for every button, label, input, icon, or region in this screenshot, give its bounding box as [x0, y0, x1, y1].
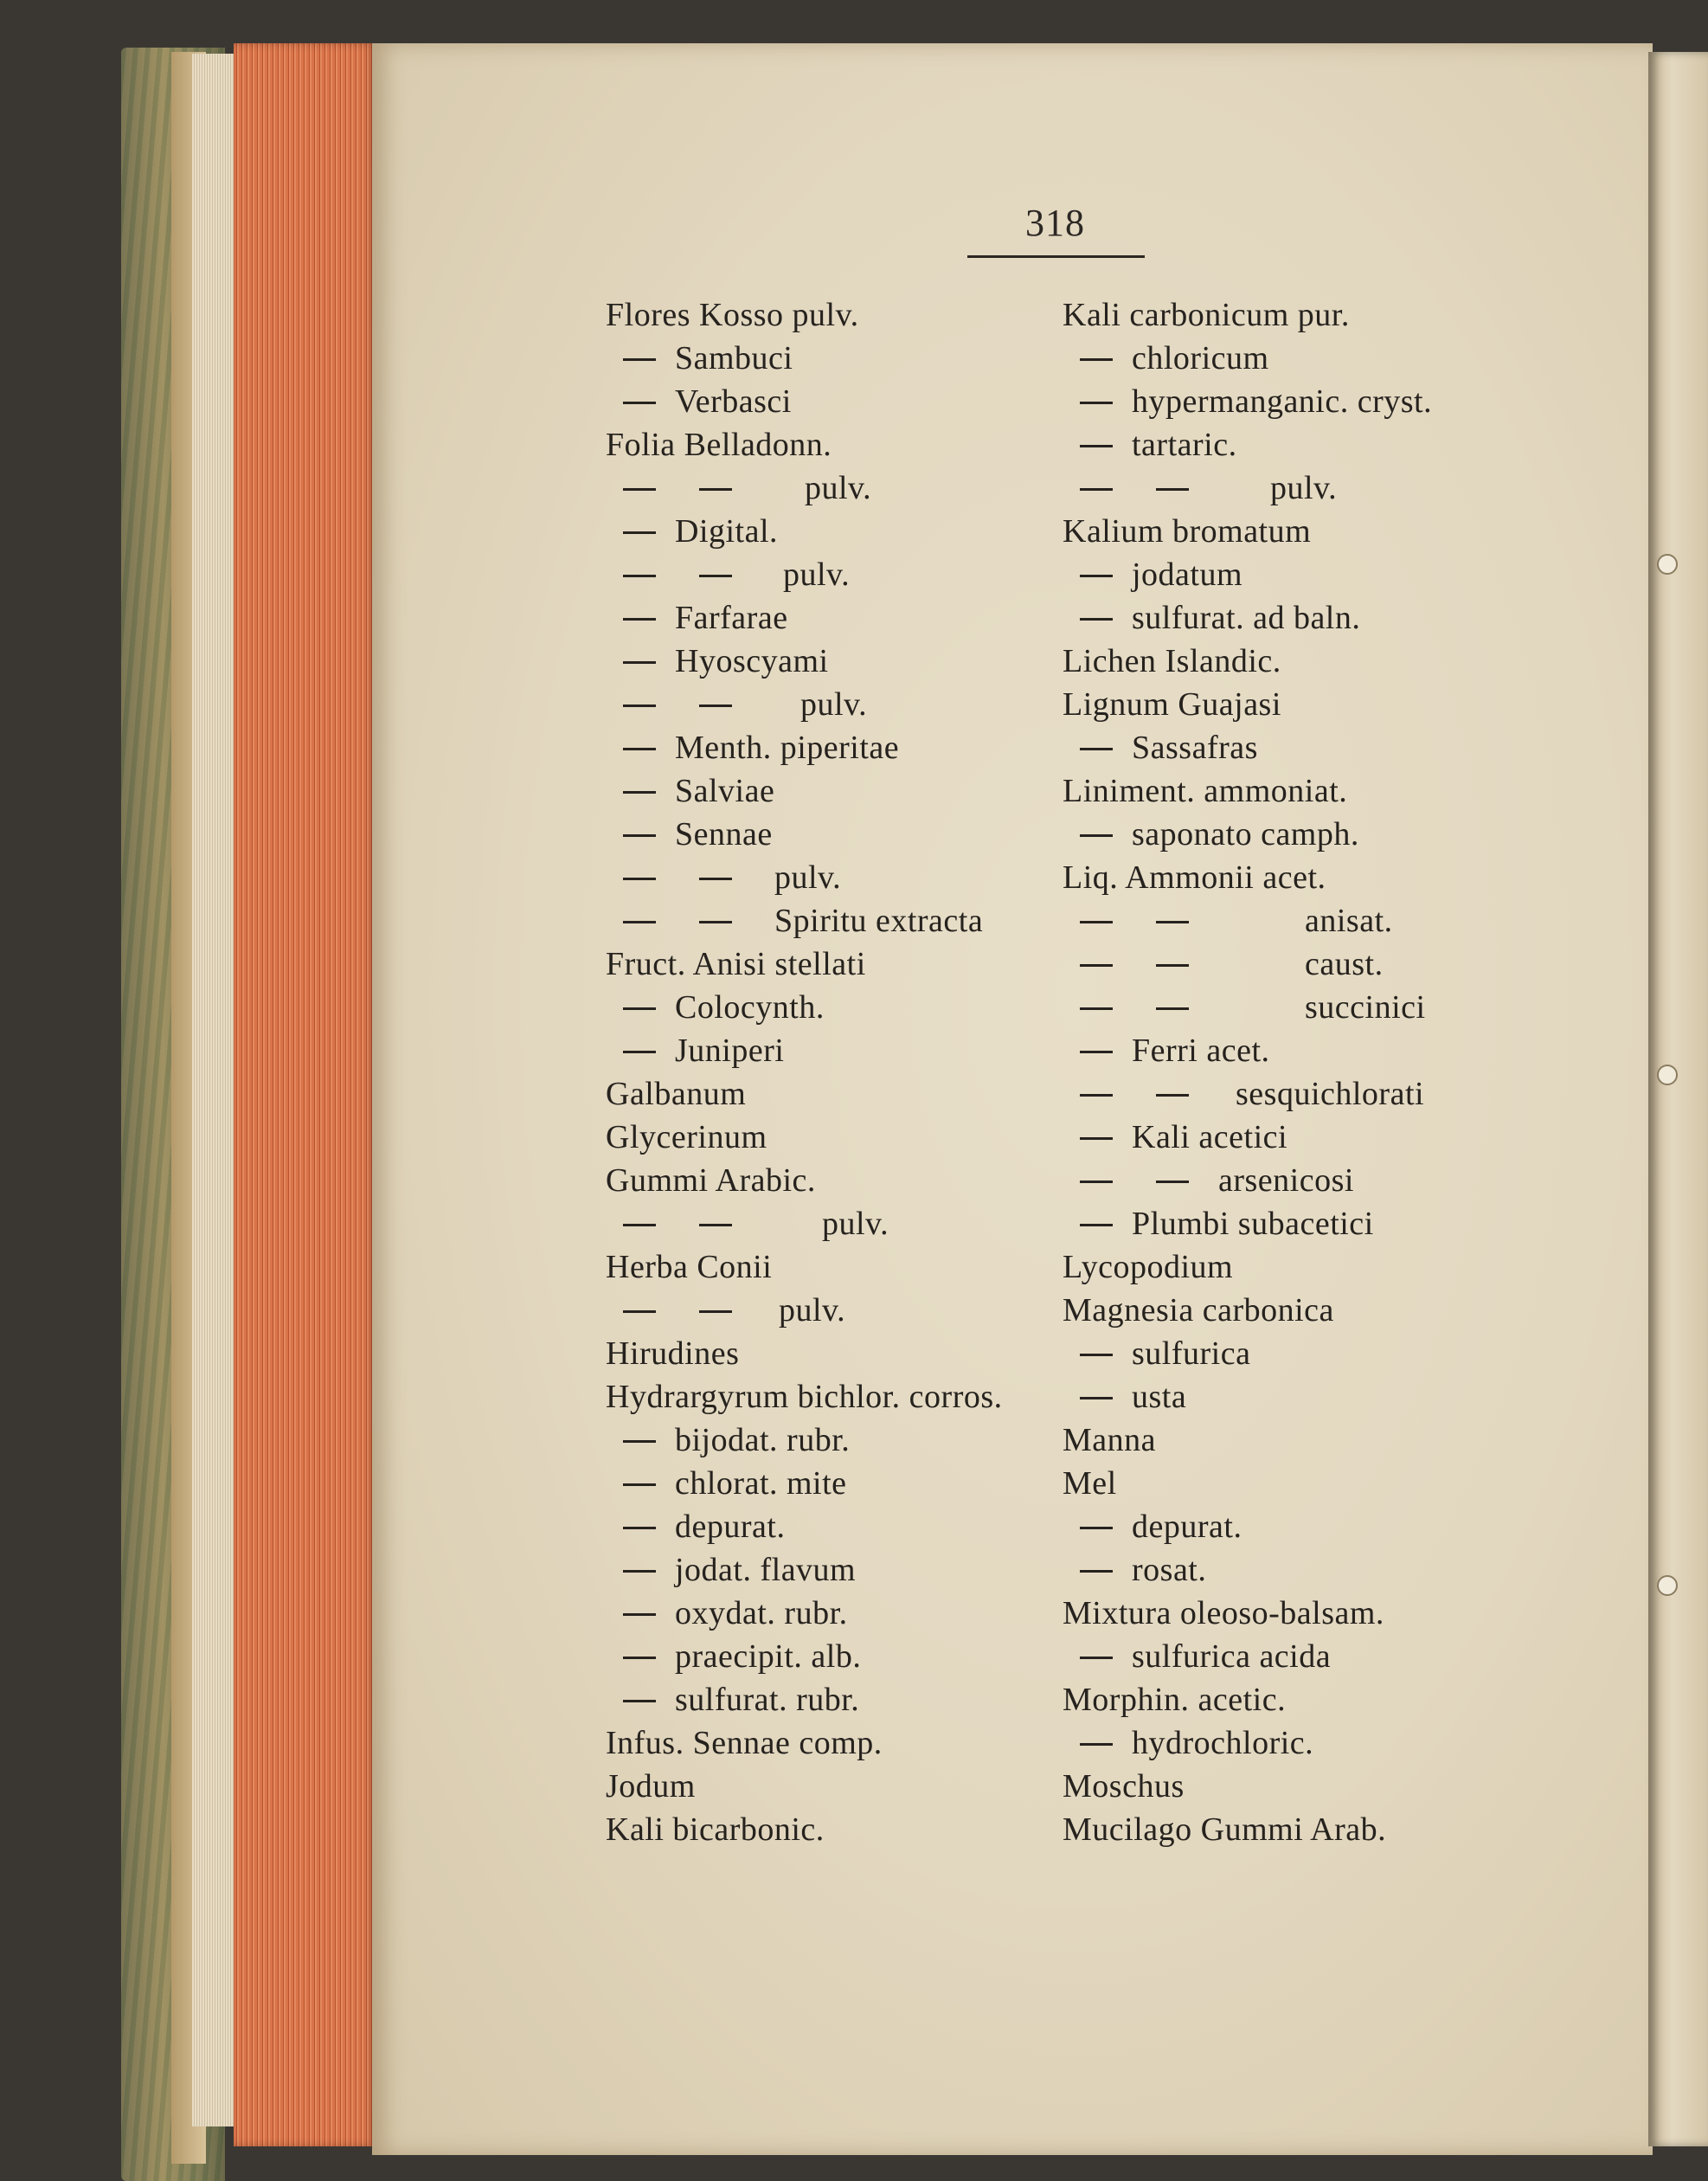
entry-text: Liq. Ammonii acet.	[1063, 859, 1326, 896]
entry-text: pulv.	[805, 470, 872, 506]
entry-text: Mel	[1063, 1465, 1117, 1502]
book-page	[372, 43, 1653, 2155]
index-entry	[606, 1251, 772, 1284]
index-entry	[1063, 1251, 1233, 1284]
ditto-dash	[1080, 964, 1113, 967]
ditto-dash	[623, 878, 656, 880]
ditto-dash	[1156, 964, 1189, 967]
index-entry	[623, 904, 983, 937]
entry-text: Moschus	[1063, 1768, 1185, 1805]
entry-text: pulv.	[779, 1292, 846, 1329]
ditto-dash	[1080, 488, 1113, 491]
index-entry	[623, 1207, 889, 1240]
entry-text: Kali acetici	[1132, 1119, 1288, 1155]
index-entry	[623, 818, 773, 851]
index-entry	[1080, 342, 1269, 375]
ditto-dash	[1080, 575, 1113, 577]
stitch-mark	[1657, 1575, 1678, 1596]
ditto-dash	[1080, 748, 1113, 750]
ditto-dash	[1156, 1007, 1189, 1010]
page-edges-red	[234, 43, 376, 2146]
entry-text: Folia Belladonn.	[606, 427, 832, 463]
index-entry	[1063, 861, 1326, 894]
ditto-dash	[1080, 921, 1113, 923]
entry-text: succinici	[1305, 989, 1426, 1026]
entry-text: Manna	[1063, 1422, 1157, 1458]
entry-text: tartaric.	[1132, 427, 1237, 463]
index-entry	[623, 1294, 845, 1327]
page-edges-plain	[192, 54, 237, 2126]
binding-stitches	[1648, 0, 1708, 2181]
ditto-dash	[623, 834, 656, 837]
entry-text: Farfarae	[675, 600, 788, 636]
ditto-dash	[623, 1440, 656, 1443]
entry-text: pulv.	[1270, 470, 1338, 506]
ditto-dash	[623, 704, 656, 707]
ditto-dash	[1080, 1094, 1113, 1097]
ditto-dash	[1080, 445, 1113, 447]
index-entry	[606, 1770, 696, 1803]
index-entry	[623, 775, 774, 807]
ditto-dash	[1080, 1570, 1113, 1573]
ditto-dash	[623, 488, 656, 491]
entry-text: Menth. piperitae	[675, 730, 900, 766]
ditto-dash	[1080, 1051, 1113, 1053]
entry-text: Plumbi subacetici	[1132, 1206, 1374, 1242]
index-entry	[623, 558, 850, 591]
index-entry	[1080, 1121, 1287, 1154]
ditto-dash	[699, 921, 732, 923]
index-entry	[1080, 428, 1237, 461]
entry-text: jodatum	[1132, 557, 1243, 593]
index-entry	[606, 299, 859, 331]
ditto-dash	[699, 1310, 732, 1313]
index-entry	[623, 1640, 861, 1673]
ditto-dash	[623, 1007, 656, 1010]
entry-text: Sassafras	[1132, 730, 1258, 766]
entry-text: depurat.	[1132, 1509, 1242, 1545]
entry-text: Spiritu extracta	[774, 903, 984, 939]
entry-text: Kali bicarbonic.	[606, 1811, 825, 1848]
index-entry	[623, 991, 825, 1024]
index-entry	[623, 515, 778, 548]
entry-text: Infus. Sennae comp.	[606, 1725, 883, 1761]
ditto-dash	[623, 921, 656, 923]
entry-text: Hydrargyrum bichlor. corros.	[606, 1379, 1003, 1415]
index-entry	[1080, 1078, 1424, 1110]
index-entry	[623, 385, 792, 418]
index-entry	[1063, 299, 1350, 331]
ditto-dash	[623, 1657, 656, 1659]
index-entry	[1063, 1770, 1185, 1803]
ditto-dash	[1080, 1657, 1113, 1659]
index-entry	[1080, 1554, 1206, 1586]
entry-text: hydrochloric.	[1132, 1725, 1314, 1761]
entry-text: jodat. flavum	[675, 1552, 857, 1588]
stitch-mark	[1657, 554, 1678, 575]
entry-text: Fruct. Anisi stellati	[606, 946, 866, 982]
entry-text: Salviae	[675, 773, 775, 809]
index-entry	[1080, 991, 1426, 1024]
index-entry	[1080, 1164, 1354, 1197]
ditto-dash	[1080, 1354, 1113, 1356]
index-entry	[1080, 904, 1393, 937]
index-entry	[1063, 515, 1311, 548]
index-entry	[606, 1164, 816, 1197]
index-entry	[1063, 1294, 1334, 1327]
index-entry	[1080, 1034, 1270, 1067]
ditto-dash	[1080, 1397, 1113, 1399]
entry-text: Glycerinum	[606, 1119, 767, 1155]
index-entry	[606, 1813, 825, 1846]
entry-text: Hirudines	[606, 1335, 740, 1372]
ditto-dash	[1080, 1007, 1113, 1010]
index-entry	[623, 1467, 847, 1500]
page-number: 318	[1025, 202, 1085, 244]
ditto-dash	[1156, 1181, 1189, 1183]
entry-text: Colocynth.	[675, 989, 825, 1026]
entry-text: Jodum	[606, 1768, 696, 1805]
index-entry	[1063, 1597, 1384, 1630]
index-entry	[623, 602, 788, 634]
index-entry	[606, 1727, 883, 1760]
index-entry	[606, 428, 832, 461]
index-entry	[623, 688, 867, 721]
ditto-dash	[699, 488, 732, 491]
index-entry	[1063, 688, 1281, 721]
entry-text: pulv.	[774, 859, 842, 896]
ditto-dash	[699, 878, 732, 880]
entry-text: chlorat. mite	[675, 1465, 847, 1502]
entry-text: Kali carbonicum pur.	[1063, 297, 1350, 333]
ditto-dash	[1080, 1137, 1113, 1140]
ditto-dash	[1080, 1743, 1113, 1746]
index-entry	[1063, 1467, 1117, 1500]
ditto-dash	[623, 575, 656, 577]
index-entry	[623, 472, 871, 505]
ditto-dash	[1156, 1094, 1189, 1097]
ditto-dash	[623, 748, 656, 750]
index-entry	[623, 1424, 850, 1457]
entry-text: chloricum	[1132, 340, 1269, 376]
ditto-dash	[623, 1051, 656, 1053]
entry-text: Juniperi	[675, 1033, 785, 1069]
index-entry	[1080, 385, 1432, 418]
index-entry	[1080, 731, 1258, 764]
index-entry	[1080, 948, 1384, 981]
index-entry	[1063, 645, 1281, 678]
ditto-dash	[1080, 1181, 1113, 1183]
index-entry	[1080, 472, 1337, 505]
index-entry	[1080, 1380, 1186, 1413]
ditto-dash	[699, 1224, 732, 1226]
entry-text: anisat.	[1305, 903, 1393, 939]
index-entry	[1063, 1683, 1286, 1716]
ditto-dash	[623, 1527, 656, 1529]
ditto-dash	[1080, 1224, 1113, 1226]
ditto-dash	[623, 402, 656, 404]
ditto-dash	[699, 575, 732, 577]
entry-text: pulv.	[800, 686, 868, 723]
ditto-dash	[1156, 488, 1189, 491]
ditto-dash	[1080, 1527, 1113, 1529]
entry-text: Kalium bromatum	[1063, 513, 1312, 550]
ditto-dash	[1080, 402, 1113, 404]
ditto-dash	[623, 1613, 656, 1616]
ditto-dash	[623, 1224, 656, 1226]
entry-text: hypermanganic. cryst.	[1132, 383, 1433, 420]
entry-text: Mucilago Gummi Arab.	[1063, 1811, 1387, 1848]
index-entry	[1080, 818, 1359, 851]
entry-text: Digital.	[675, 513, 779, 550]
entry-text: Hyoscyami	[675, 643, 829, 679]
ditto-dash	[623, 1483, 656, 1486]
ditto-dash	[623, 1700, 656, 1702]
ditto-dash	[699, 704, 732, 707]
index-entry	[1063, 1813, 1386, 1846]
entry-text: Mixtura oleoso-balsam.	[1063, 1595, 1384, 1631]
entry-text: caust.	[1305, 946, 1384, 982]
index-entry	[606, 1121, 767, 1154]
entry-text: Sennae	[675, 816, 773, 852]
entry-text: bijodat. rubr.	[675, 1422, 851, 1458]
index-entry	[1080, 558, 1242, 591]
entry-text: Galbanum	[606, 1076, 747, 1112]
entry-text: Flores Kosso pulv.	[606, 297, 859, 333]
index-entry	[623, 1510, 785, 1543]
entry-text: sulfurat. ad baln.	[1132, 600, 1361, 636]
entry-text: Lignum Guajasi	[1063, 686, 1281, 723]
entry-text: Gummi Arabic.	[606, 1162, 816, 1199]
index-entry	[623, 1597, 848, 1630]
index-entry	[623, 1554, 856, 1586]
entry-text: oxydat. rubr.	[675, 1595, 848, 1631]
entry-text: praecipit. alb.	[675, 1638, 862, 1675]
entry-text: sulfurica acida	[1132, 1638, 1332, 1675]
entry-text: rosat.	[1132, 1552, 1207, 1588]
index-entry	[1080, 1727, 1313, 1760]
index-entry	[1080, 602, 1360, 634]
ditto-dash	[623, 661, 656, 664]
index-entry	[623, 645, 829, 678]
ditto-dash	[623, 1310, 656, 1313]
ditto-dash	[623, 1570, 656, 1573]
entry-text: usta	[1132, 1379, 1187, 1415]
entry-text: Sambuci	[675, 340, 793, 376]
entry-text: Liniment. ammoniat.	[1063, 773, 1348, 809]
index-entry	[1080, 1207, 1374, 1240]
entry-text: Herba Conii	[606, 1249, 773, 1285]
entry-text: pulv.	[783, 557, 851, 593]
entry-text: arsenicosi	[1218, 1162, 1354, 1199]
entry-text: sulfurat. rubr.	[675, 1682, 860, 1718]
ditto-dash	[623, 358, 656, 361]
index-entry	[623, 1683, 859, 1716]
index-entry	[1063, 775, 1347, 807]
ditto-dash	[623, 618, 656, 621]
ditto-dash	[1156, 921, 1189, 923]
entry-text: sesquichlorati	[1236, 1076, 1425, 1112]
entry-text: saponato camph.	[1132, 816, 1359, 852]
entry-text: Lichen Islandic.	[1063, 643, 1281, 679]
index-entry	[606, 1337, 739, 1370]
ditto-dash	[1080, 834, 1113, 837]
index-entry	[623, 1034, 784, 1067]
index-entry	[623, 342, 793, 375]
ditto-dash	[623, 531, 656, 534]
page-number-rule	[967, 255, 1145, 258]
entry-text: sulfurica	[1132, 1335, 1251, 1372]
index-entry	[623, 731, 899, 764]
entry-text: Ferri acet.	[1132, 1033, 1270, 1069]
entry-text: Morphin. acetic.	[1063, 1682, 1287, 1718]
stitch-mark	[1657, 1065, 1678, 1085]
entry-text: pulv.	[822, 1206, 889, 1242]
index-entry	[606, 1078, 746, 1110]
ditto-dash	[1080, 358, 1113, 361]
entry-text: Magnesia carbonica	[1063, 1292, 1334, 1329]
entry-text: Verbasci	[675, 383, 792, 420]
ditto-dash	[623, 791, 656, 794]
index-entry	[623, 861, 841, 894]
entry-text: Lycopodium	[1063, 1249, 1234, 1285]
index-entry	[1063, 1424, 1156, 1457]
index-entry	[1080, 1337, 1250, 1370]
index-entry	[1080, 1640, 1331, 1673]
ditto-dash	[1080, 618, 1113, 621]
index-entry	[1080, 1510, 1242, 1543]
entry-text: depurat.	[675, 1509, 786, 1545]
index-entry	[606, 1380, 1003, 1413]
index-entry	[606, 948, 866, 981]
